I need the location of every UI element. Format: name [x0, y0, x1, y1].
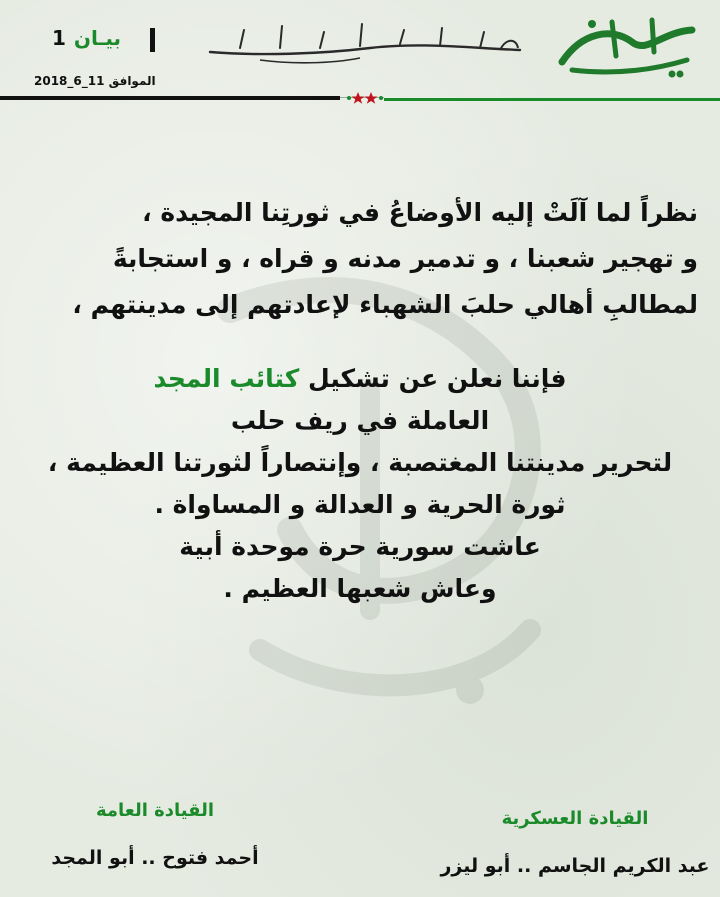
- statement-number-value: 1: [52, 26, 66, 50]
- signature-military-command: [440, 808, 710, 877]
- header-separator: [150, 28, 155, 52]
- announcement-line: العاملة في ريف حلب: [230, 406, 490, 435]
- signature-role: القيادة العامة: [95, 800, 215, 821]
- basmala-calligraphy: [200, 18, 530, 68]
- signature-role: القيادة العسكرية: [501, 808, 649, 829]
- statement-number: [52, 26, 121, 50]
- document-header: [0, 0, 720, 110]
- announcement-line: وعاش شعبها العظيم .: [223, 574, 497, 603]
- statement-label: بيـان: [73, 26, 122, 50]
- paragraph-line: لمطالبِ أهالي حلبَ الشهباء لإعادتهم إلى مدينتهم ،: [72, 290, 698, 319]
- announcement-line: [0, 358, 720, 400]
- header-rule-green: [384, 98, 720, 101]
- brigade-name: كتائب المجد: [153, 364, 300, 393]
- paragraph-line: نظراً لما آلَتْ إليه الأوضاعُ في ثورتِنا المجيدة ،: [142, 198, 698, 227]
- announcement-line: لتحرير مدينتنا المغتصبة ، وإنتصاراً لثورتنا العظيمة ،: [47, 448, 673, 477]
- announcement-block: [0, 358, 720, 610]
- brigade-logo: [552, 12, 702, 84]
- paragraph-line: و تهجير شعبنا ، و تدمير مدنه و قراه ، و استجابةً: [112, 244, 698, 273]
- signature-name: أحمد فتوح .. أبو المجد: [51, 847, 259, 869]
- opening-paragraph: [18, 190, 698, 328]
- header-rule-black: [0, 96, 340, 100]
- announcement-line: ثورة الحرية و العدالة و المساواة .: [154, 490, 566, 519]
- flag-stars-icon: [344, 90, 384, 104]
- statement-date: الموافق 11_6_2018: [34, 74, 156, 88]
- announcement-line: عاشت سورية حرة موحدة أبية: [179, 532, 541, 561]
- signature-general-command: [30, 800, 280, 869]
- signature-name: عبد الكريم الجاسم .. أبو ليزر: [440, 855, 710, 877]
- announcement-prefix: فإننا نعلن عن تشكيل: [308, 364, 567, 393]
